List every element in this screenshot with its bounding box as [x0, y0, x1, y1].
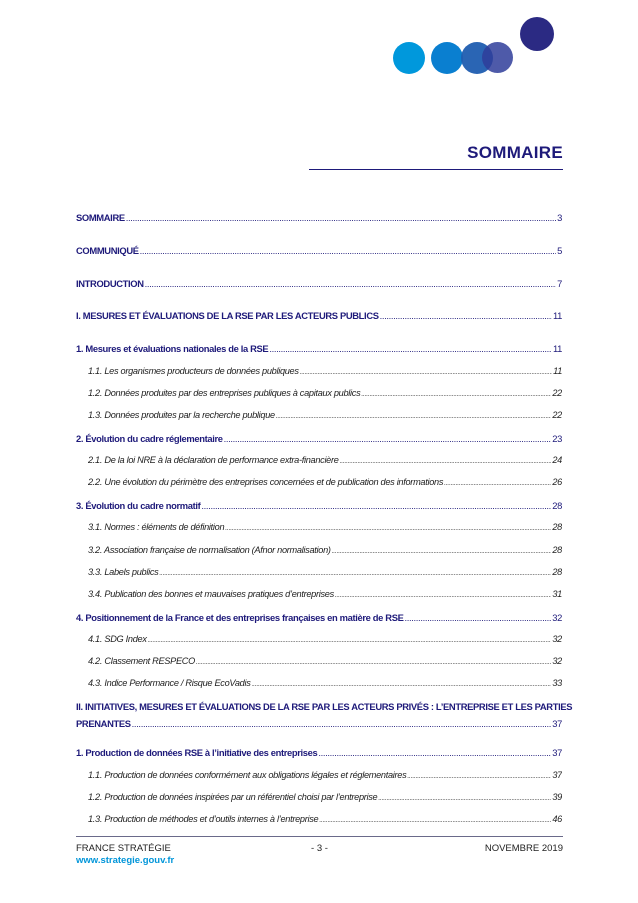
toc-entry[interactable] — [76, 770, 562, 780]
toc-page-number: 37 — [552, 718, 562, 729]
toc-leader-dots — [225, 525, 551, 532]
toc-leader-dots — [224, 433, 552, 444]
toc-entry-label: 1.1. Les organismes producteurs de données publiques — [88, 366, 299, 376]
toc-entry[interactable] — [76, 612, 562, 623]
four-circles-logo — [0, 20, 638, 80]
toc-leader-dots — [276, 413, 552, 420]
toc-entry[interactable] — [76, 310, 562, 321]
toc-page-number: 32 — [552, 656, 562, 666]
toc-leader-dots — [407, 773, 551, 780]
toc-entry-label: 4.2. Classement RESPECO — [88, 656, 195, 666]
toc-page-number: 31 — [552, 589, 562, 599]
toc-leader-dots — [318, 747, 551, 758]
toc-page-number: 22 — [552, 388, 562, 398]
toc-entry[interactable] — [76, 634, 562, 644]
toc-leader-dots — [140, 245, 556, 256]
toc-page-number: 24 — [552, 455, 562, 465]
toc-entry[interactable] — [76, 589, 562, 599]
toc-entry-label: SOMMAIRE — [76, 212, 125, 223]
toc-page-number: 3 — [557, 212, 562, 223]
toc-leader-dots — [300, 369, 552, 376]
toc-page-number: 32 — [552, 634, 562, 644]
toc-entry[interactable] — [76, 701, 573, 729]
toc-leader-dots — [196, 659, 551, 666]
toc-leader-dots — [332, 548, 552, 555]
toc-entry-label: 1. Production de données RSE à l’initiative des entreprises — [76, 747, 318, 758]
toc-page-number: 22 — [552, 410, 562, 420]
toc-leader-dots — [148, 637, 552, 644]
toc-entry-label: 1.1. Production de données conformément aux obligations légales et réglementaires — [88, 770, 407, 780]
toc-entry-label: 1.2. Données produites par des entreprises publiques à capitaux publics — [88, 388, 361, 398]
footer-website-link[interactable]: www.strategie.gouv.fr — [76, 855, 175, 866]
toc-entry-label: 2. Évolution du cadre réglementaire — [76, 433, 223, 444]
toc-entry[interactable] — [76, 278, 562, 289]
toc-page-number: 37 — [552, 770, 562, 780]
toc-entry[interactable] — [76, 410, 562, 420]
toc-page-number: 28 — [552, 545, 562, 555]
toc-entry[interactable] — [76, 343, 562, 354]
toc-entry-label: 3.1. Normes : éléments de définition — [88, 522, 225, 532]
footer-divider — [76, 836, 563, 837]
toc-leader-dots — [132, 718, 552, 729]
toc-page-number: 37 — [552, 747, 562, 758]
toc-page-number: 11 — [552, 310, 562, 321]
toc-entry-label: 2.2. Une évolution du périmètre des entreprises concernées et de publication des informations — [88, 477, 444, 487]
toc-page-number: 26 — [552, 477, 562, 487]
toc-entry[interactable] — [76, 212, 562, 223]
toc-entry-label: 4. Positionnement de la France et des entreprises françaises en matière de RSE — [76, 612, 404, 623]
toc-entry-label: 2.1. De la loi NRE à la déclaration de performance extra-financière — [88, 455, 339, 465]
toc-entry[interactable] — [76, 678, 562, 688]
toc-leader-dots — [252, 681, 552, 688]
toc-entry-label: 3.2. Association française de normalisation (Afnor normalisation) — [88, 545, 331, 555]
toc-leader-dots — [444, 480, 551, 487]
toc-entry[interactable] — [76, 545, 562, 555]
toc-leader-dots — [361, 391, 551, 398]
toc-entry-label: 1.3. Données produites par la recherche publique — [88, 410, 275, 420]
toc-entry-label: 4.3. Indice Performance / Risque EcoVadis — [88, 678, 251, 688]
toc-entry[interactable] — [76, 747, 562, 758]
logo-circle-5 — [520, 17, 554, 51]
toc-page-number: 23 — [552, 433, 562, 444]
toc-entry-label: 1.3. Production de méthodes et d’outils internes à l’entreprise — [88, 814, 319, 824]
toc-page-number: 5 — [557, 245, 562, 256]
toc-leader-dots — [378, 795, 551, 802]
toc-entry-label: 1.2. Production de données inspirées par un référentiel choisi par l’entreprise — [88, 792, 378, 802]
toc-entry-label: COMMUNIQUÉ — [76, 245, 139, 256]
logo-circle-4 — [482, 42, 513, 73]
toc-page-number: 11 — [553, 366, 562, 376]
toc-page-number: 33 — [552, 678, 562, 688]
logo-circle-1 — [393, 42, 425, 74]
toc-page-number: 46 — [552, 814, 562, 824]
toc-entry[interactable] — [76, 455, 562, 465]
toc-entry-label: 3. Évolution du cadre normatif — [76, 500, 201, 511]
toc-leader-dots — [145, 278, 556, 289]
toc-leader-dots — [159, 570, 551, 577]
toc-page-number: 32 — [552, 612, 562, 623]
toc-entry[interactable] — [76, 477, 562, 487]
footer-page-number: - 3 - — [311, 843, 328, 854]
toc-entry-label: INTRODUCTION — [76, 278, 144, 289]
toc-entry-label: 4.1. SDG Index — [88, 634, 147, 644]
toc-entry[interactable] — [76, 792, 562, 802]
toc-entry[interactable] — [76, 656, 562, 666]
logo-circle-2 — [431, 42, 463, 74]
toc-entry-label: PRENANTES — [76, 718, 131, 729]
footer-organization: FRANCE STRATÉGIE — [76, 843, 171, 854]
page-title: SOMMAIRE — [467, 143, 563, 162]
footer-date: NOVEMBRE 2019 — [484, 843, 563, 854]
toc-entry[interactable] — [76, 433, 562, 444]
toc-leader-dots — [335, 592, 552, 599]
toc-entry[interactable] — [76, 245, 562, 256]
toc-entry-label: 1. Mesures et évaluations nationales de la RSE — [76, 343, 269, 354]
toc-entry-label: 3.3. Labels publics — [88, 567, 159, 577]
toc-leader-dots — [380, 310, 552, 321]
toc-leader-dots — [126, 212, 556, 223]
toc-entry[interactable] — [76, 522, 562, 532]
toc-entry-label: 3.4. Publication des bonnes et mauvaises pratiques d’entreprises — [88, 589, 334, 599]
toc-entry[interactable] — [76, 814, 562, 824]
toc-page-number: 28 — [552, 567, 562, 577]
toc-page-number: 11 — [552, 343, 562, 354]
toc-page-number: 28 — [552, 522, 562, 532]
toc-leader-dots — [340, 458, 552, 465]
toc-page-number: 7 — [557, 278, 562, 289]
toc-entry[interactable] — [76, 567, 562, 577]
toc-leader-dots — [319, 817, 551, 824]
toc-entry-label: I. MESURES ET ÉVALUATIONS DE LA RSE PAR LES ACTEURS PUBLICS — [76, 310, 379, 321]
toc-page-number: 39 — [552, 792, 562, 802]
toc-leader-dots — [269, 343, 552, 354]
toc-entry[interactable] — [76, 366, 562, 376]
toc-leader-dots — [405, 612, 552, 623]
toc-leader-dots — [201, 500, 551, 511]
title-underline — [309, 169, 563, 170]
toc-entry-label-line1: II. INITIATIVES, MESURES ET ÉVALUATIONS DE LA RSE PAR LES ACTEURS PRIVÉS : L’ENTREPRISE ET LES PARTIES — [76, 701, 573, 712]
toc-entry[interactable] — [76, 500, 562, 511]
toc-entry[interactable] — [76, 388, 562, 398]
toc-page-number: 28 — [552, 500, 562, 511]
